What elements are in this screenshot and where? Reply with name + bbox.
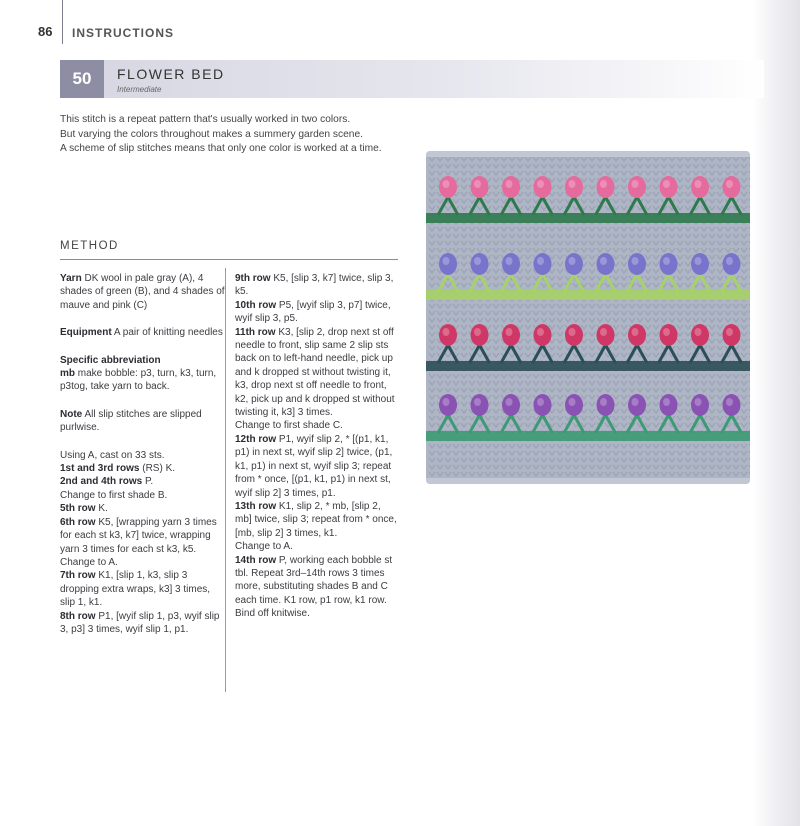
swatch-flower-highlight — [695, 180, 702, 188]
swatch-flower-highlight — [569, 398, 576, 406]
row-instruction: 12th row P1, wyif slip 2, * [(p1, k1, p1) in next st, wyif slip 2] twice, (p1, k1, p1) in next st, wyif slip 3; repeat from * once, [(p1, k1, p1) in next st, wyif slip 2] 3 times, p1. — [235, 433, 393, 499]
section-title: INSTRUCTIONS — [72, 26, 174, 40]
swatch-flower-highlight — [569, 328, 576, 336]
yarn-entry: Yarn DK wool in pale gray (A), 4 shades of green (B), and 4 shades of mauve and pink (C) — [60, 273, 225, 311]
swatch-flower-highlight — [443, 180, 450, 188]
swatch-flower-highlight — [695, 398, 702, 406]
swatch-flower-highlight — [474, 257, 481, 265]
pattern-title: FLOWER BED — [117, 66, 225, 82]
swatch-flower-highlight — [474, 328, 481, 336]
row-instruction: 2nd and 4th rows P. — [60, 476, 154, 488]
swatch-green-band — [426, 213, 750, 223]
swatch-flower-highlight — [443, 257, 450, 265]
note-entry: Note All slip stitches are slipped purlwise. — [60, 408, 202, 434]
color-change: Change to A. — [60, 556, 118, 568]
color-change: Change to first shade C. — [235, 420, 343, 432]
swatch-flower-highlight — [632, 328, 639, 336]
swatch-bottom-edge — [426, 478, 750, 484]
pattern-number-badge: 50 — [60, 60, 104, 98]
row-instruction: 13th row K1, slip 2, * mb, [slip 2, mb] twice, slip 3; repeat from * once, [mb, slip 2] 3 times, k1. — [235, 500, 397, 539]
method-column-right — [235, 272, 400, 621]
row-instruction: 7th row K1, [slip 1, k3, slip 3 dropping extra wraps, k3] 3 times, slip 1, k1. — [60, 570, 211, 609]
pattern-level: Intermediate — [117, 85, 162, 94]
page-number: 86 — [38, 24, 53, 39]
swatch-flower-highlight — [474, 180, 481, 188]
row-instruction: 14th row P, working each bobble st tbl. Repeat 3rd–14th rows 3 times more, substituting shades B and C each time. K1 row, p1 row, k1 row. Bind off knitwise. — [235, 554, 393, 620]
swatch-flower-highlight — [537, 257, 544, 265]
swatch-flower-highlight — [600, 328, 607, 336]
swatch-flower-highlight — [663, 398, 670, 406]
swatch-flower-highlight — [506, 328, 513, 336]
equipment-entry: Equipment A pair of knitting needles — [60, 327, 223, 339]
knitted-swatch — [426, 151, 750, 484]
row-instruction: 5th row K. — [60, 503, 108, 515]
swatch-flower-highlight — [443, 398, 450, 406]
swatch-flower-highlight — [569, 180, 576, 188]
row-instruction: 9th row K5, [slip 3, k7] twice, slip 3, k5. — [235, 273, 394, 298]
folio-divider — [62, 0, 63, 44]
swatch-flower-highlight — [506, 180, 513, 188]
method-column-left — [60, 272, 225, 636]
swatch-flower-highlight — [506, 257, 513, 265]
swatch-flower-highlight — [600, 180, 607, 188]
swatch-flower-highlight — [632, 398, 639, 406]
swatch-flower-highlight — [443, 328, 450, 336]
swatch-flower-highlight — [537, 328, 544, 336]
swatch-flower-highlight — [663, 180, 670, 188]
swatch-green-band — [426, 290, 750, 300]
swatch-green-band — [426, 431, 750, 441]
row-instruction: 10th row P5, [wyif slip 3, p7] twice, wyif slip 3, p5. — [235, 299, 391, 325]
swatch-flower-highlight — [695, 328, 702, 336]
swatch-flower-highlight — [663, 328, 670, 336]
swatch-flower-highlight — [569, 257, 576, 265]
swatch-flower-highlight — [600, 257, 607, 265]
intro-text — [60, 113, 420, 157]
swatch-flower-highlight — [474, 398, 481, 406]
swatch-flower-highlight — [632, 180, 639, 188]
method-heading: METHOD — [60, 240, 119, 252]
swatch-flower-highlight — [537, 398, 544, 406]
swatch-flower-highlight — [537, 180, 544, 188]
swatch-flower-highlight — [632, 257, 639, 265]
row-instruction: 8th row P1, [wyif slip 1, p3, wyif slip 3, p3] 3 times, wyif slip 1, p1. — [60, 610, 220, 635]
swatch-photo — [426, 151, 750, 484]
swatch-top-edge — [426, 151, 750, 157]
color-change: Change to A. — [235, 541, 293, 553]
row-instruction: 6th row K5, [wrapping yarn 3 times for each st k3, k7] twice, wrapping yarn 3 times for each st k3, k5. — [60, 516, 217, 555]
intro-line: A scheme of slip stitches means that only one color is worked at a time. — [60, 143, 382, 154]
cast-on-line: Using A, cast on 33 sts. — [60, 449, 165, 461]
swatch-flower-highlight — [726, 180, 733, 188]
swatch-flower-highlight — [695, 257, 702, 265]
swatch-flower-highlight — [726, 398, 733, 406]
row-instruction: 1st and 3rd rows (RS) K. — [60, 463, 176, 475]
color-change: Change to first shade B. — [60, 489, 168, 501]
row-instruction: 11th row K3, [slip 2, drop next st off needle to front, slip same 2 slip sts back on to left-hand needle, pick up and k dropped st without twisting it, k3, drop next st off needle to front, k2, pick up and k dropped st without twisting it, k3] 3 times. — [235, 326, 395, 419]
intro-line: This stitch is a repeat pattern that's usually worked in two colors. — [60, 114, 351, 125]
swatch-flower-highlight — [600, 398, 607, 406]
swatch-flower-highlight — [506, 398, 513, 406]
page-gutter-shadow — [752, 0, 800, 826]
swatch-green-band — [426, 361, 750, 371]
abbreviation-entry: Specific abbreviation mb make bobble: p3, turn, k3, turn, p3tog, take yarn to back. — [60, 354, 217, 393]
swatch-flower-highlight — [726, 328, 733, 336]
column-divider — [225, 268, 226, 692]
swatch-flower-highlight — [726, 257, 733, 265]
intro-line: But varying the colors throughout makes a summery garden scene. — [60, 128, 363, 140]
method-divider — [60, 259, 398, 260]
swatch-flower-highlight — [663, 257, 670, 265]
